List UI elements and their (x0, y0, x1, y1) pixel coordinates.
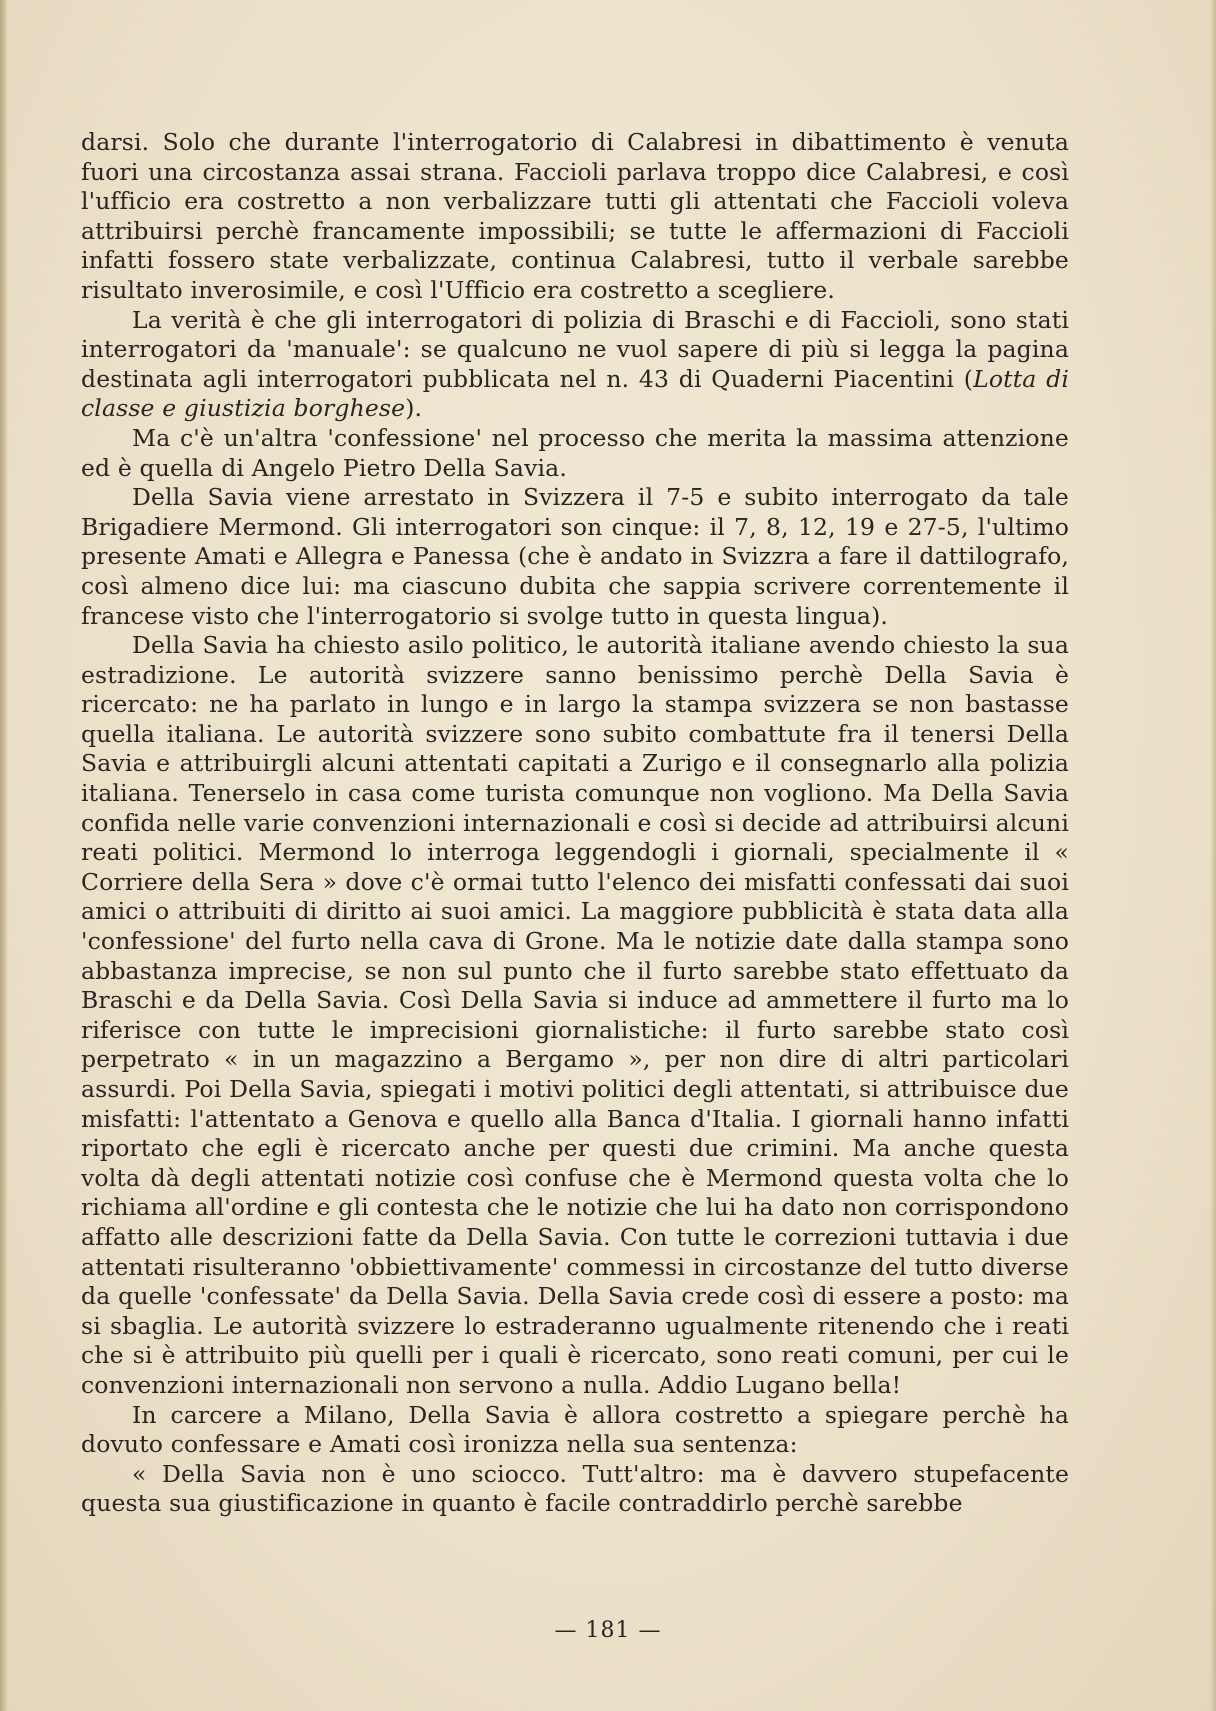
paragraph-3: Ma c'è un'altra 'confessione' nel processo che merita la massima attenzione ed è quella di Angelo Pietro Della Savia. (81, 423, 1069, 482)
paragraph-7: « Della Savia non è uno sciocco. Tutt'altro: ma è davvero stupefacente questa sua giustificazione in quanto è facile contraddirlo perchè sarebbe (81, 1459, 1069, 1518)
paragraph-2-text: La verità è che gli interrogatori di polizia di Braschi e di Faccioli, sono stati interrogatori da 'manuale': se qualcuno ne vuol sapere di più si legga la pagina destinata agli interrogatori pubblicata nel n. 43 di Quaderni Piacentini ( (81, 305, 1069, 393)
page-edge-shadow (1210, 0, 1216, 1711)
citation-title: Lotta di classe e giustizia borghese (81, 364, 1069, 423)
paragraph-2 (81, 306, 1069, 424)
body-text (81, 128, 1069, 1519)
paragraph-1: darsi. Solo che durante l'interrogatorio di Calabresi in dibattimento è venuta fuori una circostanza assai strana. Faccioli parlava troppo dice Calabresi, e così l'ufficio era costretto a non verbalizzare tutti gli attentati che Faccioli voleva attribuirsi perchè francamente impossibili; se tutte le affermazioni di Faccioli infatti fossero state verbalizzate, continua Calabresi, tutto il verbale sarebbe risultato inverosimile, e così l'Ufficio era costretto a scegliere. (81, 128, 1069, 304)
paragraph-5: Della Savia ha chiesto asilo politico, le autorità italiane avendo chiesto la sua estradizione. Le autorità svizzere sanno benissimo perchè Della Savia è ricercato: ne ha parlato in lungo e in largo la stampa svizzera se non bastasse quella italiana. Le autorità svizzere sono subito combattute fra il tenersi Della Savia e attribuirgli alcuni attentati capitati a Zurigo e il consegnarlo alla polizia italiana. Tenerselo in casa come turista comunque non vogliono. Ma Della Savia confida nelle varie convenzioni internazionali e così si decide ad attribuirsi alcuni reati politici. Mermond lo interroga leggendogli i giornali, specialmente il « Corriere della Sera » dove c'è ormai tutto l'elenco dei misfatti confessati dai suoi amici o attribuiti di diritto ai suoi amici. La maggiore pubblicità è stata data alla 'confessione' del furto nella cava di Grone. Ma le notizie date dalla stampa sono abbastanza imprecise, se non sul punto che il furto sarebbe stato effettuato da Braschi e da Della Savia. Così Della Savia si induce ad ammettere il furto ma lo riferisce con tutte le imprecisioni giornalistiche: il furto sarebbe stato così perpetrato « in un magazzino a Bergamo », per non dire di altri particolari assurdi. Poi Della Savia, spiegati i motivi politici degli attentati, si attribuisce due misfatti: l'attentato a Genova e quello alla Banca d'Italia. I giornali hanno infatti riportato che egli è ricercato anche per questi due crimini. Ma anche questa volta dà degli attentati notizie così confuse che è Mermond questa volta che lo richiama all'ordine e gli contesta che le notizie che lui ha dato non corrispondono affatto alle descrizioni fatte da Della Savia. Con tutte le correzioni tuttavia i due attentati risulteranno 'obbiettivamente' commessi in circostanze del tutto diverse da quelle 'confessate' da Della Savia. Della Savia crede così di essere a posto: ma si sbaglia. Le autorità svizzere lo estraderanno ugualmente ritenendo che i reati che si è attribuito più quelli per i quali è ricercato, sono reati comuni, per cui le convenzioni internazionali non servono a nulla. Addio Lugano bella! (81, 631, 1069, 1399)
paragraph-6: In carcere a Milano, Della Savia è allora costretto a spiegare perchè ha dovuto confessare e Amati così ironizza nella sua sentenza: (81, 1400, 1069, 1459)
citation-close: ). (405, 394, 423, 423)
page-spine-shadow (0, 0, 8, 1711)
paragraph-4: Della Savia viene arrestato in Svizzera il 7-5 e subito interrogato da tale Brigadiere Mermond. Gli interrogatori son cinque: il 7, 8, 12, 19 e 27-5, l'ultimo presente Amati e Allegra e Panessa (che è andato in Svizzra a fare il dattilografo, così almeno dice lui: ma ciascuno dubita che sappia scrivere correntemente il francese visto che l'interrogatorio si svolge tutto in questa lingua). (81, 483, 1069, 630)
page-number: — 181 — (554, 1618, 662, 1643)
